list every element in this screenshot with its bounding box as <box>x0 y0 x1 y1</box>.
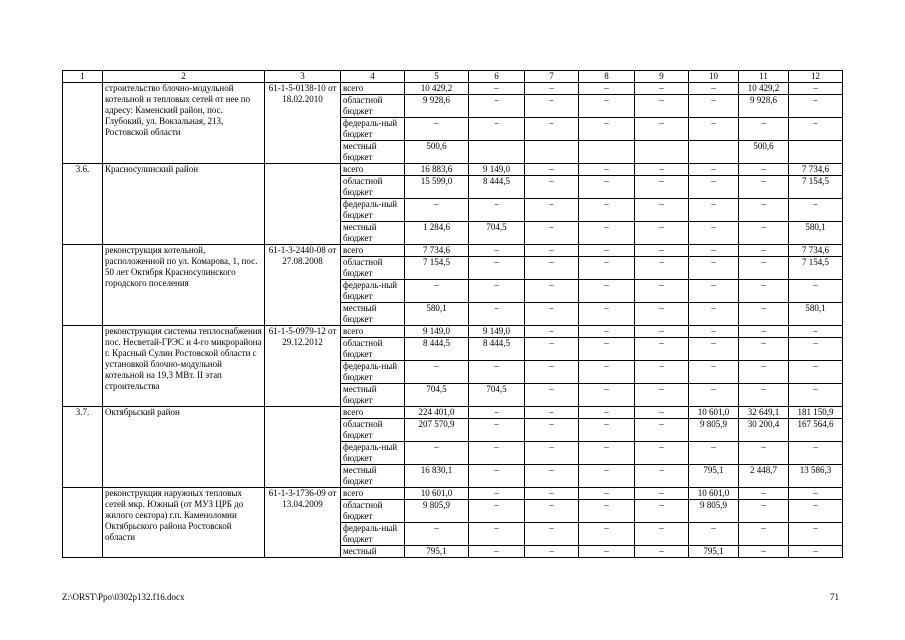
amount-cell: – <box>405 442 469 465</box>
row-number-cell: 3.6. <box>63 164 103 245</box>
funding-source-cell: всего <box>341 488 405 500</box>
amount-cell: – <box>525 83 579 95</box>
amount-cell: – <box>405 280 469 303</box>
funding-source-cell: областной бюджет <box>341 176 405 199</box>
funding-source-cell: местный бюджет <box>341 141 405 164</box>
amount-cell: 7 154,5 <box>789 257 843 280</box>
object-description-cell: строительство блочно-модульной котельной и тепловых сетей от нее по адресу: Каменский район, пос. Глубокий, ул. Вокзальная, 213, Ростовской области <box>103 83 265 164</box>
amount-cell: – <box>579 361 635 384</box>
amount-cell: – <box>689 338 739 361</box>
header-cell: 4 <box>341 71 405 83</box>
amount-cell: – <box>789 280 843 303</box>
amount-cell: – <box>739 546 789 558</box>
amount-cell: – <box>579 95 635 118</box>
amount-cell: 8 444,5 <box>469 338 525 361</box>
amount-cell: – <box>689 326 739 338</box>
amount-cell: – <box>739 303 789 326</box>
amount-cell: 181 150,9 <box>789 407 843 419</box>
amount-cell: – <box>635 384 689 407</box>
footer-page-number: 71 <box>830 592 839 602</box>
amount-cell: – <box>739 488 789 500</box>
funding-source-cell: всего <box>341 83 405 95</box>
header-cell: 5 <box>405 71 469 83</box>
amount-cell: – <box>525 523 579 546</box>
amount-cell: 32 649,1 <box>739 407 789 419</box>
amount-cell: 9 805,9 <box>405 500 469 523</box>
header-cell: 2 <box>103 71 265 83</box>
amount-cell: – <box>739 245 789 257</box>
amount-cell: – <box>469 118 525 141</box>
amount-cell: – <box>739 280 789 303</box>
amount-cell: – <box>689 118 739 141</box>
amount-cell: 795,1 <box>405 546 469 558</box>
amount-cell: 2 448,7 <box>739 465 789 488</box>
amount-cell: – <box>579 303 635 326</box>
amount-cell <box>525 141 579 164</box>
amount-cell: 15 599,0 <box>405 176 469 199</box>
amount-cell: – <box>635 500 689 523</box>
amount-cell: – <box>469 257 525 280</box>
funding-source-cell: местный <box>341 546 405 558</box>
amount-cell: – <box>579 280 635 303</box>
funding-source-cell: всего <box>341 245 405 257</box>
amount-cell: 9 149,0 <box>469 326 525 338</box>
amount-cell: – <box>579 245 635 257</box>
amount-cell: – <box>635 164 689 176</box>
amount-cell: – <box>689 176 739 199</box>
amount-cell: – <box>469 465 525 488</box>
amount-cell: – <box>635 546 689 558</box>
amount-cell: 207 570,9 <box>405 419 469 442</box>
amount-cell: – <box>525 361 579 384</box>
amount-cell: 13 586,3 <box>789 465 843 488</box>
amount-cell: – <box>789 384 843 407</box>
amount-cell: – <box>469 361 525 384</box>
amount-cell: – <box>579 419 635 442</box>
amount-cell: 7 734,6 <box>789 245 843 257</box>
amount-cell: 9 149,0 <box>469 164 525 176</box>
amount-cell: – <box>525 384 579 407</box>
amount-cell: – <box>405 118 469 141</box>
amount-cell: – <box>635 303 689 326</box>
funding-source-cell: областной бюджет <box>341 419 405 442</box>
budget-table <box>62 70 843 558</box>
funding-source-cell: федераль-ный бюджет <box>341 442 405 465</box>
amount-cell: – <box>525 199 579 222</box>
amount-cell: 7 734,6 <box>405 245 469 257</box>
amount-cell: 30 200,4 <box>739 419 789 442</box>
amount-cell: 580,1 <box>789 303 843 326</box>
amount-cell: – <box>579 523 635 546</box>
amount-cell: – <box>689 361 739 384</box>
amount-cell: – <box>579 326 635 338</box>
amount-cell: – <box>689 83 739 95</box>
amount-cell: 580,1 <box>789 222 843 245</box>
row-number-cell <box>63 488 103 558</box>
amount-cell: – <box>405 523 469 546</box>
amount-cell <box>789 141 843 164</box>
budget-table-page <box>62 70 842 558</box>
amount-cell: – <box>579 199 635 222</box>
amount-cell: 224 401,0 <box>405 407 469 419</box>
amount-cell: 8 444,5 <box>469 176 525 199</box>
amount-cell: – <box>579 164 635 176</box>
row-number-cell <box>63 83 103 164</box>
funding-source-cell: местный бюджет <box>341 303 405 326</box>
amount-cell: – <box>525 257 579 280</box>
amount-cell <box>689 141 739 164</box>
object-description-cell: реконструкция системы теплоснабжения пос. Несветай-ГРЭС и 4-го микрорайона г. Красный Сулин Ростовской области с установкой блочно-модульной котельной на 19,3 МВт. II этап строительства <box>103 326 265 407</box>
amount-cell: – <box>689 280 739 303</box>
amount-cell: – <box>789 199 843 222</box>
amount-cell: – <box>469 280 525 303</box>
amount-cell: – <box>789 546 843 558</box>
amount-cell: 500,6 <box>739 141 789 164</box>
amount-cell: – <box>525 419 579 442</box>
amount-cell: – <box>525 488 579 500</box>
amount-cell: – <box>405 199 469 222</box>
amount-cell: – <box>739 326 789 338</box>
amount-cell: – <box>789 500 843 523</box>
amount-cell: – <box>579 257 635 280</box>
amount-cell: – <box>689 95 739 118</box>
amount-cell: – <box>789 361 843 384</box>
amount-cell: – <box>635 338 689 361</box>
amount-cell: – <box>635 523 689 546</box>
amount-cell: 10 601,0 <box>405 488 469 500</box>
amount-cell: – <box>525 546 579 558</box>
funding-source-cell: областной бюджет <box>341 257 405 280</box>
amount-cell: – <box>739 523 789 546</box>
amount-cell: – <box>689 384 739 407</box>
amount-cell: – <box>525 176 579 199</box>
amount-cell: – <box>789 442 843 465</box>
amount-cell: – <box>469 245 525 257</box>
amount-cell <box>469 141 525 164</box>
table-header-row <box>63 71 843 83</box>
amount-cell: – <box>525 500 579 523</box>
funding-source-cell: федераль-ный бюджет <box>341 523 405 546</box>
funding-source-cell: федераль-ный бюджет <box>341 361 405 384</box>
funding-source-cell: всего <box>341 326 405 338</box>
amount-cell: – <box>739 361 789 384</box>
amount-cell: – <box>525 407 579 419</box>
amount-cell: 167 564,6 <box>789 419 843 442</box>
amount-cell: – <box>579 442 635 465</box>
amount-cell: 9 928,6 <box>405 95 469 118</box>
amount-cell: – <box>525 222 579 245</box>
amount-cell: 9 928,6 <box>739 95 789 118</box>
table-row <box>63 83 843 95</box>
amount-cell: – <box>579 338 635 361</box>
funding-source-cell: федераль-ный бюджет <box>341 199 405 222</box>
amount-cell: – <box>469 488 525 500</box>
header-cell: 7 <box>525 71 579 83</box>
amount-cell: 9 805,9 <box>689 419 739 442</box>
amount-cell: 10 601,0 <box>689 407 739 419</box>
table-row <box>63 164 843 176</box>
funding-source-cell: местный бюджет <box>341 465 405 488</box>
table-row <box>63 488 843 500</box>
amount-cell: – <box>525 442 579 465</box>
registration-number-cell <box>265 407 341 488</box>
amount-cell: – <box>739 199 789 222</box>
amount-cell: – <box>739 257 789 280</box>
amount-cell: 7 734,6 <box>789 164 843 176</box>
amount-cell: – <box>525 118 579 141</box>
amount-cell: – <box>789 118 843 141</box>
amount-cell: – <box>689 222 739 245</box>
funding-source-cell: областной бюджет <box>341 95 405 118</box>
amount-cell: – <box>689 164 739 176</box>
amount-cell: – <box>469 546 525 558</box>
amount-cell: – <box>739 384 789 407</box>
table-row <box>63 245 843 257</box>
amount-cell: 500,6 <box>405 141 469 164</box>
amount-cell: – <box>739 222 789 245</box>
row-number-cell <box>63 245 103 326</box>
amount-cell: – <box>739 118 789 141</box>
registration-number-cell: 61-1-3-1736-09 от 13.04.2009 <box>265 488 341 558</box>
amount-cell: – <box>405 361 469 384</box>
table-row <box>63 326 843 338</box>
amount-cell: – <box>689 245 739 257</box>
amount-cell: – <box>579 176 635 199</box>
amount-cell: – <box>525 338 579 361</box>
amount-cell: – <box>525 164 579 176</box>
amount-cell: – <box>635 222 689 245</box>
amount-cell: – <box>689 257 739 280</box>
amount-cell: – <box>635 95 689 118</box>
amount-cell: – <box>525 245 579 257</box>
amount-cell: 9 149,0 <box>405 326 469 338</box>
amount-cell: – <box>689 442 739 465</box>
amount-cell: 7 154,5 <box>789 176 843 199</box>
header-cell: 12 <box>789 71 843 83</box>
amount-cell: 9 805,9 <box>689 500 739 523</box>
amount-cell: – <box>739 164 789 176</box>
amount-cell: – <box>635 419 689 442</box>
amount-cell: – <box>469 199 525 222</box>
object-description-cell: Красносулинский район <box>103 164 265 245</box>
amount-cell: – <box>739 338 789 361</box>
amount-cell: 10 429,2 <box>739 83 789 95</box>
table-row <box>63 407 843 419</box>
funding-source-cell: федераль-ный бюджет <box>341 280 405 303</box>
amount-cell: – <box>579 488 635 500</box>
amount-cell: – <box>635 488 689 500</box>
amount-cell: 1 284,6 <box>405 222 469 245</box>
amount-cell: – <box>469 407 525 419</box>
object-description-cell: реконструкция котельной, расположенной по ул. Комарова, 1, пос. 50 лет Октября Красносулинского городского поселения <box>103 245 265 326</box>
header-cell: 10 <box>689 71 739 83</box>
object-description-cell: реконструкция наружных тепловых сетей мкр. Южный (от МУЗ ЦРБ до жилого сектора) г.п. Каменоломни Октябрьского района Ростовской области <box>103 488 265 558</box>
object-description-cell: Октябрьский район <box>103 407 265 488</box>
amount-cell: – <box>635 407 689 419</box>
amount-cell: 704,5 <box>469 222 525 245</box>
row-number-cell <box>63 326 103 407</box>
amount-cell: – <box>689 199 739 222</box>
amount-cell: 16 830,1 <box>405 465 469 488</box>
amount-cell: 16 883,6 <box>405 164 469 176</box>
amount-cell <box>579 141 635 164</box>
amount-cell: – <box>579 500 635 523</box>
registration-number-cell: 61-1-5-0979-12 от 29.12.2012 <box>265 326 341 407</box>
header-cell: 3 <box>265 71 341 83</box>
amount-cell: 10 601,0 <box>689 488 739 500</box>
funding-source-cell: всего <box>341 164 405 176</box>
amount-cell: – <box>525 465 579 488</box>
amount-cell: – <box>469 303 525 326</box>
row-number-cell: 3.7. <box>63 407 103 488</box>
amount-cell: 704,5 <box>469 384 525 407</box>
amount-cell: – <box>579 83 635 95</box>
amount-cell: – <box>469 523 525 546</box>
amount-cell: – <box>739 176 789 199</box>
amount-cell: – <box>635 245 689 257</box>
amount-cell: – <box>789 95 843 118</box>
registration-number-cell: 61-1-3-2440-08 от 27.08.2008 <box>265 245 341 326</box>
amount-cell: – <box>469 500 525 523</box>
amount-cell: – <box>469 442 525 465</box>
amount-cell: – <box>579 384 635 407</box>
amount-cell: – <box>469 95 525 118</box>
table-body <box>63 71 843 558</box>
amount-cell: – <box>525 280 579 303</box>
amount-cell: – <box>525 326 579 338</box>
amount-cell: 7 154,5 <box>405 257 469 280</box>
funding-source-cell: всего <box>341 407 405 419</box>
amount-cell: – <box>635 280 689 303</box>
amount-cell: – <box>635 257 689 280</box>
funding-source-cell: областной бюджет <box>341 338 405 361</box>
amount-cell: – <box>689 523 739 546</box>
amount-cell: – <box>635 118 689 141</box>
amount-cell: – <box>635 326 689 338</box>
amount-cell: – <box>635 176 689 199</box>
registration-number-cell: 61-1-5-0138-10 от 18.02.2010 <box>265 83 341 164</box>
registration-number-cell <box>265 164 341 245</box>
amount-cell: – <box>469 83 525 95</box>
amount-cell: 704,5 <box>405 384 469 407</box>
amount-cell: – <box>739 500 789 523</box>
amount-cell: – <box>635 199 689 222</box>
amount-cell: 10 429,2 <box>405 83 469 95</box>
amount-cell: – <box>635 361 689 384</box>
amount-cell: – <box>579 407 635 419</box>
amount-cell: – <box>579 465 635 488</box>
header-cell: 8 <box>579 71 635 83</box>
amount-cell: – <box>789 338 843 361</box>
footer-file-path: Z:\ORST\Ppo\0302p132.f16.docx <box>62 592 185 602</box>
amount-cell: – <box>789 523 843 546</box>
amount-cell: – <box>525 95 579 118</box>
amount-cell: – <box>579 118 635 141</box>
amount-cell: – <box>789 488 843 500</box>
header-cell: 6 <box>469 71 525 83</box>
amount-cell: – <box>525 303 579 326</box>
amount-cell: – <box>689 303 739 326</box>
amount-cell: – <box>789 326 843 338</box>
amount-cell: 8 444,5 <box>405 338 469 361</box>
funding-source-cell: местный бюджет <box>341 384 405 407</box>
funding-source-cell: федераль-ный бюджет <box>341 118 405 141</box>
header-cell: 9 <box>635 71 689 83</box>
funding-source-cell: местный бюджет <box>341 222 405 245</box>
header-cell: 1 <box>63 71 103 83</box>
amount-cell: 795,1 <box>689 465 739 488</box>
header-cell: 11 <box>739 71 789 83</box>
amount-cell: – <box>579 222 635 245</box>
amount-cell: 580,1 <box>405 303 469 326</box>
amount-cell: – <box>469 419 525 442</box>
amount-cell: 795,1 <box>689 546 739 558</box>
amount-cell <box>635 141 689 164</box>
amount-cell: – <box>635 83 689 95</box>
amount-cell: – <box>739 442 789 465</box>
amount-cell: – <box>789 83 843 95</box>
funding-source-cell: областной бюджет <box>341 500 405 523</box>
amount-cell: – <box>635 442 689 465</box>
amount-cell: – <box>635 465 689 488</box>
amount-cell: – <box>579 546 635 558</box>
